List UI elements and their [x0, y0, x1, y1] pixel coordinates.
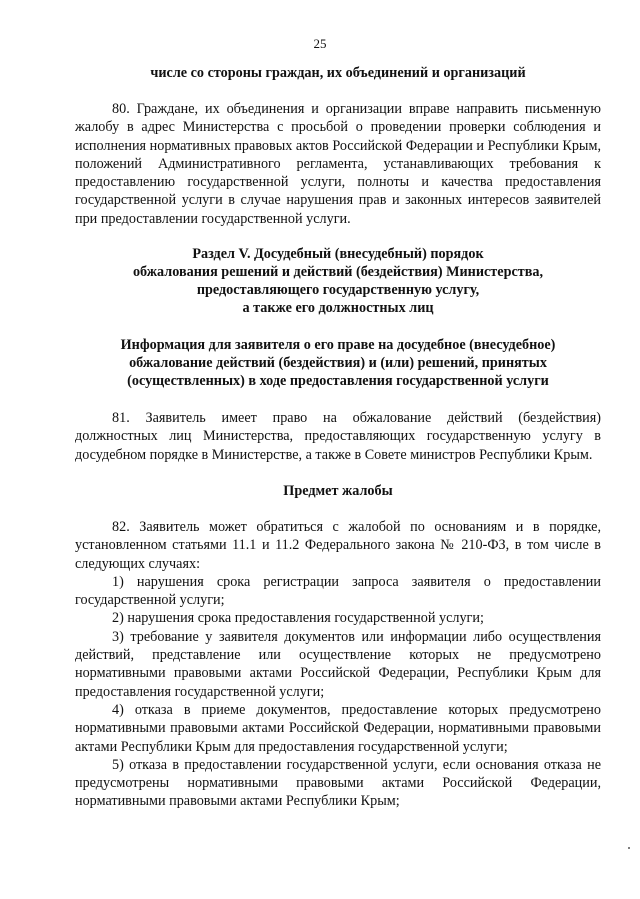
list-item: 5) отказа в предоставлении государственной услуги, если основания отказа не предусмотрены нормативными правовыми актами Российской Федерации, нормативными правовыми актами Республики Крым; — [75, 756, 601, 810]
continued-heading: числе со стороны граждан, их объединений и организаций — [150, 65, 526, 81]
subject-heading: Предмет жалобы — [283, 482, 393, 499]
page-number: 25 — [313, 36, 327, 51]
section-v-heading-line: предоставляющего государственную услугу, — [196, 282, 480, 299]
section-v-heading-line: а также его должностных лиц — [242, 300, 434, 317]
info-heading — [75, 336, 601, 390]
list-item: 1) нарушения срока регистрации запроса заявителя о предоставлении государственной услуги; — [75, 573, 601, 609]
section-v-heading-line: Раздел V. Досудебный (внесудебный) порядок — [192, 246, 484, 263]
info-heading-line: (осуществленных) в ходе предоставления государственной услуги — [127, 373, 549, 390]
section-v-heading-line: обжалования решений и действий (бездействия) Министерства, — [132, 264, 544, 281]
paragraph-81: 81. Заявитель имеет право на обжалование действий (бездействия) должностных лиц Министерства, предоставляющих государственную услугу в досудебном порядке в Министерстве, а также в Совете министров Республики Крым. — [75, 410, 601, 463]
page-content — [75, 64, 601, 811]
list-item: 3) требование у заявителя документов или информации либо осуществления действий, представление или осуществление которых не предусмотрено нормативными правовыми актами Российской Федерации, Республики Крым для предоставления государственной услуги; — [75, 628, 601, 700]
paragraph-80: 80. Граждане, их объединения и организации вправе направить письменную жалобу в адрес Министерства с просьбой о проведении проверки соблюдения и исполнения нормативных правовых актов Российской Федерации и Республики Крым, положений Административного регламента, устанавливающих требования к предоставлению государственной услуги, полноты и качества предоставления государственной услуги в случае нарушения прав и законных интересов заявителей при предоставлении государственной услуги. — [75, 101, 601, 227]
paragraph-82: 82. Заявитель может обратиться с жалобой по основаниям и в порядке, установленном статьями 11.1 и 11.2 Федерального закона № 210-ФЗ, в том числе в следующих случаях: — [75, 518, 601, 572]
info-heading-line: Информация для заявителя о его праве на досудебное (внесудебное) — [120, 337, 556, 354]
list-item: 4) отказа в приеме документов, предоставление которых предусмотрено нормативными правовыми актами Российской Федерации, нормативными правовыми актами Республики Крым для предоставления государственной услуги; — [75, 701, 601, 755]
section-v-heading — [75, 245, 601, 317]
list-item: 2) нарушения срока предоставления государственной услуги; — [112, 610, 484, 627]
scan-speck — [628, 847, 630, 849]
info-heading-line: обжалование действий (бездействия) и (или) решений, принятых — [129, 355, 547, 372]
complaint-cases-list — [75, 573, 601, 811]
